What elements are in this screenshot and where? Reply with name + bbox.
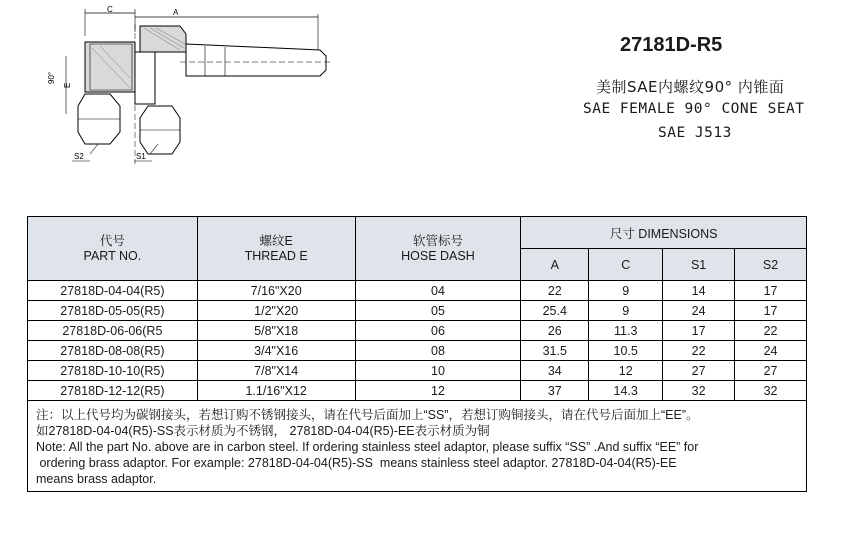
table-row: 27818D-06-06(R5 5/8"X18 06 26 11.3 17 22 [28, 321, 807, 341]
label-s2: S2 [74, 152, 84, 161]
label-s1: S1 [136, 152, 146, 161]
header-dimensions: 尺寸 DIMENSIONS [521, 217, 807, 249]
dimensions-table [27, 216, 807, 492]
header-thread: 螺纹E THREAD E [197, 217, 355, 281]
subtitle-cn: 美制SAE内螺纹90° 内锥面 [596, 78, 785, 96]
fitting-drawing [30, 4, 350, 174]
notes-cell [28, 401, 807, 492]
header-a: A [521, 249, 589, 281]
label-a: A [173, 8, 179, 17]
table-row: 27818D-08-08(R5) 3/4"X16 08 31.5 10.5 22 24 [28, 341, 807, 361]
note-cn-line2: 如27818D-04-04(R5)-SS表示材质为不锈钢， 27818D-04-04(R5)-EE表示材质为铜 [36, 424, 490, 438]
header-part-no: 代号 PART NO. [28, 217, 198, 281]
table-row: 27818D-05-05(R5) 1/2"X20 05 25.4 9 24 17 [28, 301, 807, 321]
label-e: E [63, 82, 72, 88]
header-s2: S2 [735, 249, 807, 281]
product-title: 27181D-R5 [620, 34, 723, 56]
subtitle-en: SAE FEMALE 90° CONE SEAT [583, 101, 805, 117]
table-row: 27818D-10-10(R5) 7/8"X14 10 34 12 27 27 [28, 361, 807, 381]
label-angle: 90° [47, 71, 56, 84]
header-s1: S1 [663, 249, 735, 281]
standard-label: SAE J513 [658, 125, 732, 141]
header-c: C [589, 249, 663, 281]
note-en-line1: Note: All the part No. above are in carbon steel. If ordering stainless steel adaptor, please suffix “SS” .And suffix “EE” for [36, 440, 699, 454]
table-row: 27818D-12-12(R5) 1.1/16"X12 12 37 14.3 32 32 [28, 381, 807, 401]
note-en-line3: means brass adaptor. [36, 472, 157, 486]
note-cn-line1: 注：以上代号均为碳钢接头，若想订购不锈钢接头，请在代号后面加上“SS”，若想订购铜接头，请在代号后面加上“EE”。 [36, 408, 699, 422]
table-row: 27818D-04-04(R5) 7/16"X20 04 22 9 14 17 [28, 281, 807, 301]
note-en-line2: ordering brass adaptor. For example: 27818D-04-04(R5)-SS means stainless steel adaptor. 27818D-04-04(R5)-EE [36, 456, 677, 470]
label-c: C [107, 5, 113, 14]
header-hose-dash: 软管标号 HOSE DASH [355, 217, 521, 281]
